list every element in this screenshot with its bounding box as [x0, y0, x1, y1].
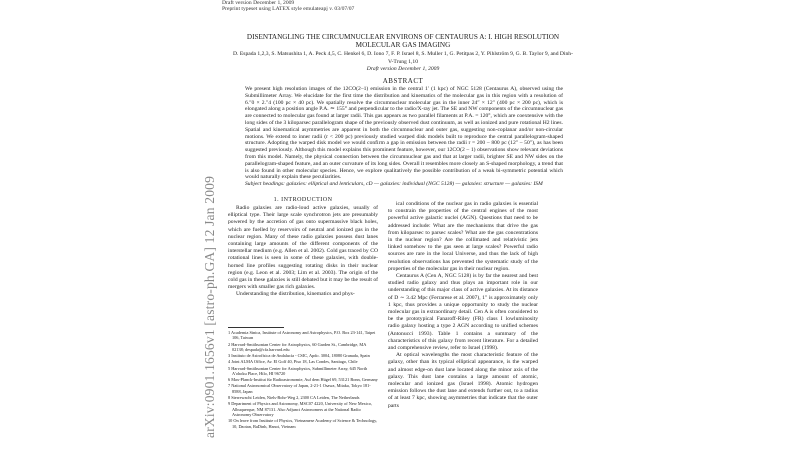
page-header — [222, 0, 354, 13]
draft-date: Draft version December 1, 2009 — [366, 66, 440, 72]
intro-left-column — [228, 205, 378, 299]
affiliation-footnotes — [228, 330, 378, 430]
footnote: 3 Instituto de Astrofísica de Andalucía - CSIC, Apdo. 3004, 18080 Granada, Spain — [228, 353, 370, 359]
draft-version-line: Draft version December 1, 2009 — [222, 0, 295, 6]
footnote: 10 On leave from Institute of Physics, Vietnamese Academy of Science & Technology, 10, Daotan, BaDinh, Hanoi, Vietnam — [228, 418, 378, 429]
intro-paragraph: Understanding the distribution, kinematics and phys- — [236, 291, 355, 298]
abstract — [245, 86, 563, 188]
introduction-heading: 1. INTRODUCTION — [273, 197, 333, 203]
paper-title: DISENTANGLING THE CIRCUMNUCLEAR ENVIRONS OF CENTAURUS A: I. HIGH RESOLUTION MOLECULAR GAS IMAGING — [246, 33, 560, 50]
intro-right-column — [388, 201, 538, 410]
subject-headings: Subject headings: galaxies: elliptical and lenticulars, cD — galaxies: individual (NGC 5128) — galaxies: structure — galaxies: ISM — [245, 181, 543, 188]
footnote: 6 Max-Planck-Institut für Radioastronomie, Auf dem Hügel 69, 53121 Bonn, Germany — [228, 377, 378, 383]
arxiv-stamp: arXiv:0901.1656v1 [astro-ph.GA] 12 Jan 2009 — [202, 175, 217, 438]
footnote: 2 Harvard-Smithsonian Center for Astrophysics, 60 Garden St., Cambridge, MA 02138; despada@cfa.harvard.edu — [228, 341, 367, 353]
intro-paragraph: ical conditions of the nuclear gas in radio galaxies is essential to constrain the properties of the central engines of the most powerful active galactic nuclei (AGN). Questions that need to be addressed include: What are the mechanisms that drive the gas from kiloparsec to parsec scales? What are the gas concentrations in the nuclear region? Are the collimated and relativistic jets linked somehow to the gas seen at large scales? Powerful radio sources are rare in the local Universe, and thus the lack of high resolution observations has prevented the systematic study of the properties of the molecular gas in their nuclear region. — [388, 201, 538, 272]
footnote: 9 Department of Physics and Astronomy, MSC07 4220, University of New Mexico, Albuquerque, NM 87131. Also Adjunct Astronomers at the National Radio Astronomy Observatory — [228, 401, 373, 418]
abstract-text: We present high resolution images of the 12CO(2–1) emission in the central 1′ (1 kpc) of NGC 5128 (Centaurus A), observed using the Submillimeter Array. We elucidate for the first time the distribution and kinematics of the molecular gas in this region with a resolution of 6.″0 × 2.″4 (100 pc × 40 pc). We spatially resolve the circumnuclear molecular gas in the inner 24″ × 12″ (400 pc × 200 pc), which is elongated along a position angle P.A. ≃ 155° and perpendicular to the radio/X-ray jet. The SE and NW components of the circumnuclear gas are connected to molecular gas found at larger radii. This gas appears as two parallel filaments at P.A. = 120°, which are coextensive with the long sides of the 3 kiloparsec parallelogram shape of the previously observed dust continuum, as well as ionized and pure rotational H2 lines. Spatial and kinematical asymmetries are apparent in both the circumnuclear and outer gas, suggesting non-coplanar and/or non-circular motions. We extend to inner radii (r < 200 pc) previously studied warped disk models built to reproduce the central parallelogram-shaped structure. Adopting the warped disk model we would confirm a gap in emission between the radii r = 200 – 800 pc (12″ – 50″), as has been suggested previously. Although this model explains this prominent feature, however, our 12CO(2 – 1) observations show relevant deviations from this model. Namely, the physical connection between the circumnuclear gas and that at larger radii, brighter SE and NW sides on the parallelogram-shaped feature, and an outer curvature of its long sides. Overall it resembles more closely an S-shaped morphology, a trend that is also found in other molecular species. Hence, we explore qualitatively the possible contribution of a weak bi-symmetric potential which would naturally explain these peculiarities. — [245, 86, 563, 181]
author-list: D. Espada 1,2,3, S. Matsushita 1, A. Peck 4,5, C. Henkel 6, D. Iono 7, F. P. Israel 8, S. Muller 1, G. Petitpas 2, Y. Pihlström 9, G. B. Taylor 9, and Dinh-V-Trung 1,10 — [233, 51, 573, 66]
footnote: 5 Harvard-Smithsonian Center for Astrophysics, Submillimeter Array, 645 North A'ohoku Place, Hilo, HI 96720 — [228, 365, 368, 377]
intro-paragraph: Centaurus A (Cen A, NGC 5128) is by far the nearest and best studied radio galaxy and thus plays an important role in our understanding of this major class of active galaxies. At its distance of D ∼ 3.42 Mpc (Ferrarese et al. 2007), 1″ is approximately only 1 kpc, thus provides a unique opportunity to study the nuclear molecular gas in extraordinary detail. Cen A is often considered to be the prototypical Fanaroff-Riley (FR) class I lowluminosity radio galaxy hosting a type 2 AGN according to unified schemes (Antonucci 1993). Table 1 contains a summary of the characteristics of this galaxy from recent literature. For a detailed and comprehensive review, refer to Israel (1998). — [388, 273, 538, 352]
preprint-line: Preprint typeset using LATEX style emulateapj v. 03/07/07 — [222, 6, 355, 13]
intro-paragraph: At optical wavelengths the most characteristic feature of the galaxy, other than its typical elliptical appearance, is the warped and almost edge-on dust lane located along the minor axis of the galaxy. This dust lane contains a large amount of atomic, molecular and ionized gas (Israel 1998). Atomic hydrogen emission follows the dust lane and extends further out, to a radius of at least 7 kpc, showing asymmetries that indicate that the outer parts — [388, 352, 538, 409]
footnote: 4 Joint ALMA Office, Av. El Golf 40, Piso 18, Las Condes, Santiago, Chile — [228, 359, 358, 365]
abstract-heading: ABSTRACT — [382, 77, 424, 85]
footnote: 7 National Astronomical Observatory of Japan, 2-21-1 Osawa, Mitaka, Tokyo 181-8588, Japan — [228, 383, 371, 394]
intro-paragraph: Radio galaxies are radio-loud active galaxies, usually of elliptical type. Their large scale synchrotron jets are presumably powered by the accretion of gas onto supermassive black holes, which are fuelled by reservoirs of neutral and ionized gas in the nuclear region. Many of these radio galaxies possess dust lanes containing large amounts of the different components of the interstellar medium (e.g. Allen et al. 2002). Cold gas traced by CO rotational lines is seen in some of these galaxies, with double-horned line profiles suggesting rotating disks in their nuclear region (e.g. Leon et al. 2003; Lim et al. 2003). The origin of the cold gas in these galaxies is still debated but it may be the result of mergers with smaller gas rich galaxies. — [228, 205, 378, 291]
footnote-rule — [228, 327, 284, 328]
footnote: 1 Academia Sinica, Institute of Astronomy and Astrophysics, P.O. Box 23-141, Taipei 106, Taiwan — [228, 330, 376, 341]
footnote: 8 Sterrewacht Leiden, Niels-Bohr-Weg 2, 2300 CA Leiden, The Netherlands — [228, 395, 360, 401]
